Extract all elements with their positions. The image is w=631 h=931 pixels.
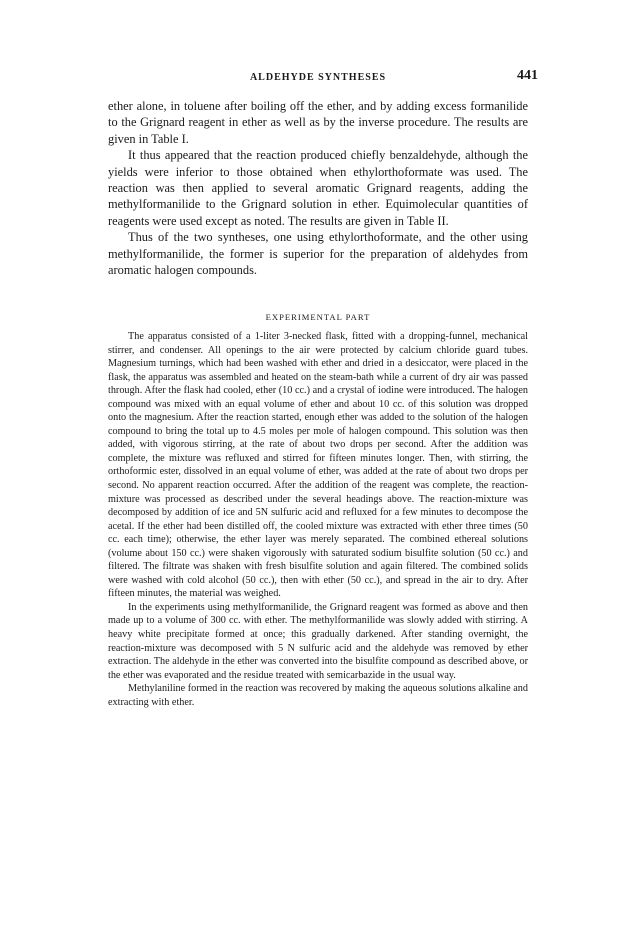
running-head: ALDEHYDE SYNTHESES (249, 72, 387, 83)
experimental-paragraph: In the experiments using methylformanilide, the Grignard reagent was formed as above and then made up to a volume of 300 cc. with ether. The methylformanilide was slowly added with stirring. A heavy white precipitate formed at once; this gradually darkened. After standing overnight, the reaction-mixture was decomposed with 5 N sulfuric acid and the aldehyde was removed by ether extraction. The aldehyde in the ether was converted into the bisulfite compound as described above, or the ether was evaporated and the residue treated with semicarbazide in the usual way. (108, 601, 528, 681)
body-paragraph: It thus appeared that the reaction produced chiefly benzaldehyde, although the yields were inferior to those obtained when ethylorthoformate was used. The reaction was then applied to several aromatic Grignard reagents, adding the methylformanilide to the Grignard solution in ether. Equimolecular quantities of reagents were used except as noted. The results are given in Table II. (108, 148, 528, 228)
experimental-paragraph: Methylaniline formed in the reaction was recovered by making the aqueous solutions alkaline and extracting with ether. (108, 683, 528, 708)
experimental-text (108, 330, 528, 709)
section-heading: EXPERIMENTAL PART (265, 312, 371, 322)
body-paragraph: Thus of the two syntheses, one using ethylorthoformate, and the other using methylformanilide, the former is superior for the preparation of aldehydes from aromatic halogen compounds. (108, 230, 528, 278)
experimental-paragraph: The apparatus consisted of a 1-liter 3-necked flask, fitted with a dropping-funnel, mechanical stirrer, and condenser. All openings to the air were protected by calcium chloride guard tubes. Magnesium turnings, which had been washed with ether and dried in a desiccator, were placed in the flask, the apparatus was assembled and heated on the steam-bath while a current of dry air was passed through. After the flask had cooled, ether (10 cc.) and a crystal of iodine were introduced. The halogen compound was mixed with an equal volume of ether and about 10 cc. of this solution was dropped onto the magnesium. After the reaction started, enough ether was added to the solution of the halogen compound to bring the total up to 4.5 moles per mole of halogen compound. This solution was then added, with vigorous stirring, at the rate of about two drops per second. After the addition was complete, the mixture was refluxed and stirred for fifteen minutes longer. Then, with stirring, the orthoformic ester, dissolved in an equal volume of ether, was added at the rate of about two drops per second. No apparent reaction occurred. After the addition of the reagent was complete, the reaction-mixture was processed as described under the several headings above. The reaction-mixture was decomposed by addition of ice and 5N sulfuric acid and refluxed for a few minutes to decompose the acetal. If the ether had been distilled off, the cooled mixture was extracted with ether three times (50 cc. each time); otherwise, the ether layer was merely separated. The combined ethereal solutions (volume about 150 cc.) were shaken vigorously with saturated sodium bisulfite solution (50 cc.) and filtered. The filtrate was shaken with fresh bisulfite solution and again filtered. The combined solids were washed with cold alcohol (50 cc.), then with ether (50 cc.), and spread in the air to dry. After fifteen minutes, the material was weighed. (108, 331, 528, 600)
body-text (108, 98, 528, 278)
body-paragraph: ether alone, in toluene after boiling off the ether, and by adding excess formanilide to the Grignard reagent in ether as well as by the inverse procedure. The results are given in Table I. (108, 99, 528, 146)
page-number: 441 (517, 68, 538, 83)
